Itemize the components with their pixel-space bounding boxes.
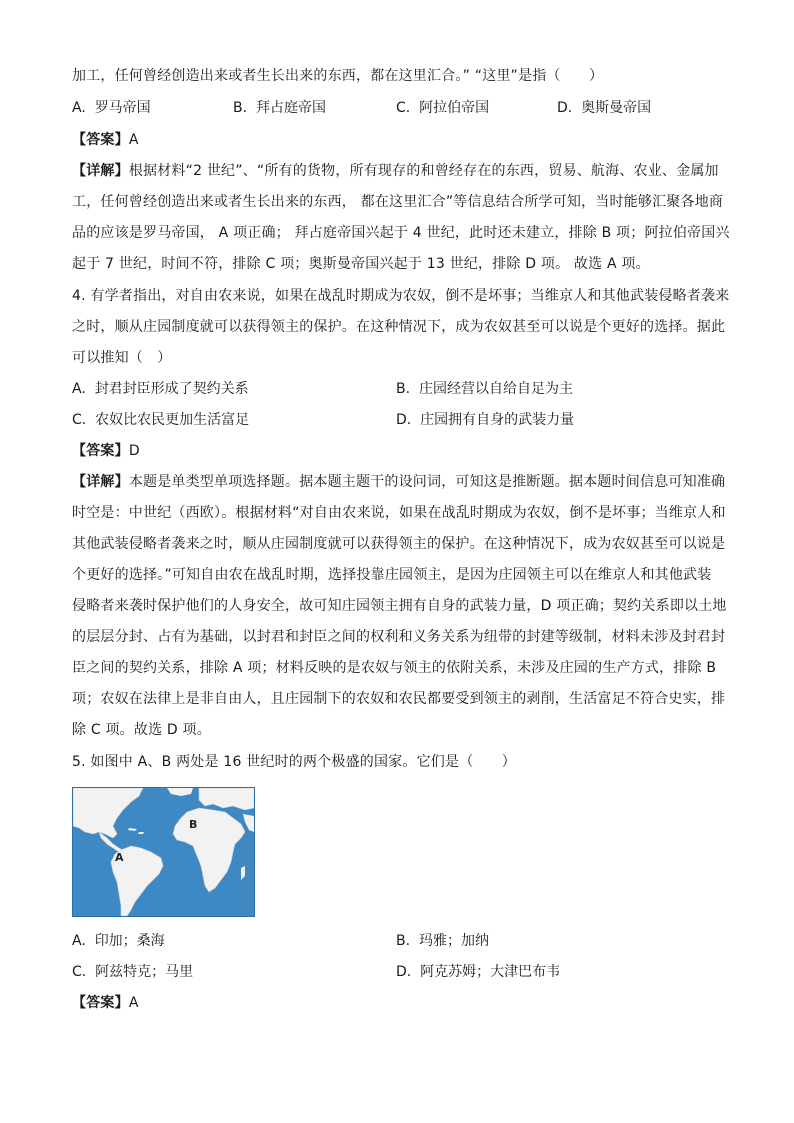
q4-option-d: D. 庄园拥有自身的武装力量 xyxy=(396,412,575,428)
q4-stem-line-3: 可以推知（ ） xyxy=(72,350,172,366)
q4-option-c: C. 农奴比农民更加生活富足 xyxy=(72,412,250,428)
q4-detail-line-8: 项；农奴在法律上是非自由人，且庄园制下的农奴和农民都要受到领主的剥削，生活富足不符合史实，排 xyxy=(72,691,726,707)
q3-option-b: B. 拜占庭帝国 xyxy=(233,100,326,116)
q4-detail-line-9: 除 C 项。故选 D 项。 xyxy=(72,722,211,738)
q4-detail-line-6: 的层层分封、占有为基础，以封君和封臣之间的权利和义务关系为纽带的封建等级制，材料未涉及封君封 xyxy=(72,629,726,645)
q4-detail-line-5: 侵略者来袭时保护他们的人身安全，故可知庄园领主拥有自身的武装力量，D 项正确；契约关系即以土地 xyxy=(72,598,727,614)
q4-option-a: A. 封君封臣形成了契约关系 xyxy=(72,381,249,397)
q5-answer: 【答案】A xyxy=(72,995,139,1011)
q3-detail-line-2: 工，任何曾经创造出来或者生长出来的东西， 都在这里汇合”等信息结合所学可知，当时能够汇聚各地商 xyxy=(72,194,724,210)
q5-option-a: A. 印加；桑海 xyxy=(72,933,165,949)
map-label-a: A xyxy=(115,851,124,864)
q3-detail-line-3: 品的应该是罗马帝国， A 项正确； 拜占庭帝国兴起于 4 世纪，此时还未建立，排除 B 项；阿拉伯帝国兴 xyxy=(72,225,730,241)
q5-option-c: C. 阿兹特克；马里 xyxy=(72,964,194,980)
q4-detail-line-3: 其他武装侵略者袭来之时，顺从庄园制度就可以获得领主的保护。在这种情况下，成为农奴甚至可以说是 xyxy=(72,536,726,552)
q5-option-d: D. 阿克苏姆；大津巴布韦 xyxy=(396,964,561,980)
q3-option-c: C. 阿拉伯帝国 xyxy=(396,100,490,116)
map-land-shapes xyxy=(73,788,254,916)
q3-detail-line-1: 【详解】根据材料“2 世纪”、“所有的货物，所有现存的和曾经存在的东西，贸易、航海、农业、金属加 xyxy=(72,163,719,179)
q3-option-a: A. 罗马帝国 xyxy=(72,100,151,116)
q4-stem-line-2: 之时，顺从庄园制度就可以获得领主的保护。在这种情况下，成为农奴甚至可以说是个更好的选择。据此 xyxy=(72,319,726,335)
q3-option-d: D. 奥斯曼帝国 xyxy=(557,100,652,116)
q3-answer: 【答案】A xyxy=(72,132,139,148)
q4-detail-line-1: 【详解】本题是单类型单项选择题。据本题主题干的设问词，可知这是推断题。据本题时间信息可知准确 xyxy=(72,474,726,490)
q4-detail-line-2: 时空是：中世纪（西欧）。根据材料“对自由农来说，如果在战乱时期成为农奴，倒不是坏事；当维京人和 xyxy=(72,505,726,521)
q5-stem: 5. 如图中 A、B 两处是 16 世纪时的两个极盛的国家。它们是（ ） xyxy=(72,754,517,770)
q5-option-b: B. 玛雅；加纳 xyxy=(396,933,489,949)
q4-detail-line-7: 臣之间的契约关系，排除 A 项；材料反映的是农奴与领主的依附关系，未涉及庄园的生产方式，排除 B xyxy=(72,660,717,676)
q3-detail-line-4: 起于 7 世纪，时间不符，排除 C 项；奥斯曼帝国兴起于 13 世纪，排除 D 项。 故选 A 项。 xyxy=(72,256,650,272)
world-map-image xyxy=(72,787,255,917)
q3-stem-tail: 加工，任何曾经创造出来或者生长出来的东西，都在这里汇合。” “这里”是指（ ） xyxy=(72,68,604,84)
q4-option-b: B. 庄园经营以自给自足为主 xyxy=(396,381,573,397)
q4-answer: 【答案】D xyxy=(72,443,140,459)
map-label-b: B xyxy=(189,818,198,831)
q4-stem-line-1: 4. 有学者指出，对自由农来说，如果在战乱时期成为农奴，倒不是坏事；当维京人和其他武装侵略者袭来 xyxy=(72,288,730,304)
q4-detail-line-4: 个更好的选择。”可知自由农在战乱时期，选择投靠庄园领主，是因为庄园领主可以在维京人和其他武装 xyxy=(72,567,712,583)
